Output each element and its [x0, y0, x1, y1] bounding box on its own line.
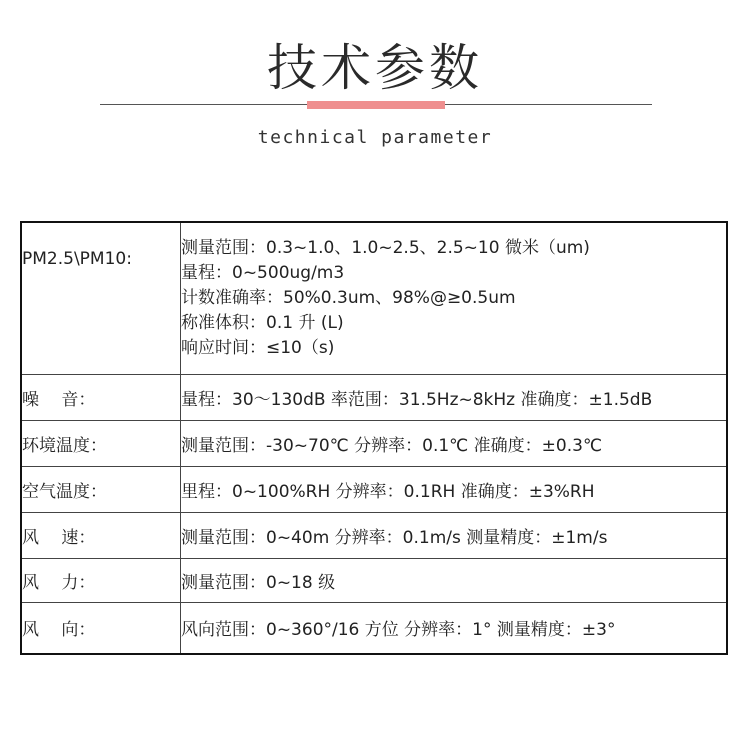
row-value-wind-direction: 风向范围：0~360°/16 方位 分辨率：1° 测量精度：±3°	[181, 602, 728, 654]
row-value-air-temp: 里程：0~100%RH 分辨率：0.1RH 准确度：±3%RH	[181, 466, 728, 512]
pm-volume: 称准体积：0.1 升 (L)	[181, 312, 344, 333]
row-label-pm: PM2.5\PM10:	[21, 222, 181, 374]
row-label-wind-speed: 风 速：	[21, 512, 181, 558]
table-row-noise	[21, 374, 727, 420]
row-label-noise: 噪 音：	[21, 374, 181, 420]
pm-measure-range: 测量范围：0.3~1.0、1.0~2.5、2.5~10 微米（um)	[181, 237, 590, 258]
table-row-ambient-temp	[21, 420, 727, 466]
row-value-pm	[181, 222, 728, 374]
table-row-wind-force	[21, 558, 727, 602]
row-value-ambient-temp: 测量范围：-30~70℃ 分辨率：0.1℃ 准确度：±0.3℃	[181, 420, 728, 466]
row-label-ambient-temp: 环境温度：	[21, 420, 181, 466]
table-row-pm	[21, 222, 727, 374]
pm-range: 量程：0~500ug/m3	[181, 262, 345, 283]
pm-response-time: 响应时间：≤10（s)	[181, 337, 335, 358]
pm-count-accuracy: 计数准确率：50%0.3um、98%@≥0.5um	[181, 287, 516, 308]
row-label-air-temp: 空气温度：	[21, 466, 181, 512]
table-row-wind-direction	[21, 602, 727, 654]
row-value-wind-speed: 测量范围：0~40m 分辨率：0.1m/s 测量精度：±1m/s	[181, 512, 728, 558]
parameter-table	[20, 221, 728, 655]
row-value-wind-force: 测量范围：0~18 级	[181, 558, 728, 602]
page-subtitle: technical parameter	[257, 127, 493, 148]
row-label-wind-direction: 风 向：	[21, 602, 181, 654]
header-accent-bar	[307, 101, 445, 109]
page-title: 技术参数	[267, 39, 483, 97]
row-value-noise: 量程：30〜130dB 率范围：31.5Hz~8kHz 准确度：±1.5dB	[181, 374, 728, 420]
table-row-wind-speed	[21, 512, 727, 558]
row-label-wind-force: 风 力：	[21, 558, 181, 602]
table-row-air-temp	[21, 466, 727, 512]
